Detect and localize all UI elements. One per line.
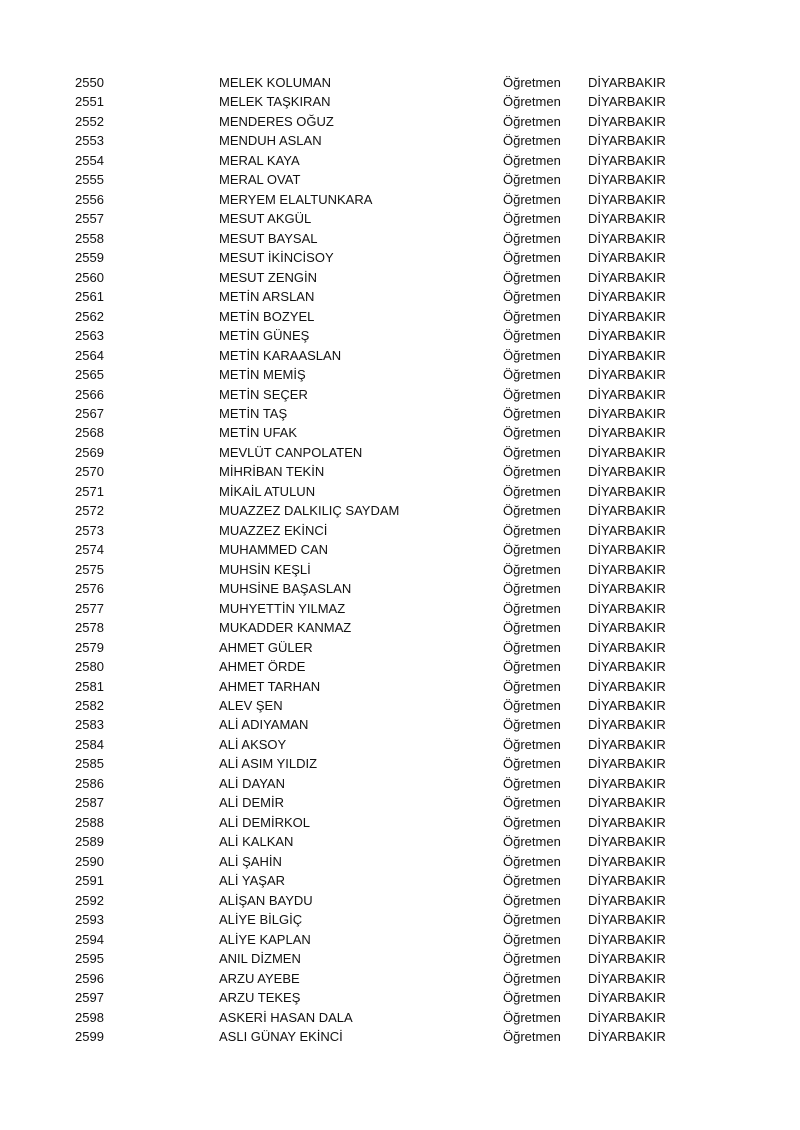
list-row (0, 170, 800, 189)
occupation: Öğretmen (503, 308, 561, 324)
list-row (0, 715, 800, 734)
occupation: Öğretmen (503, 269, 561, 285)
city: DİYARBAKIR (588, 581, 666, 597)
occupation: Öğretmen (503, 990, 561, 1006)
occupation: Öğretmen (503, 444, 561, 460)
list-row (0, 949, 800, 968)
person-name: MERAL OVAT (219, 172, 301, 188)
occupation: Öğretmen (503, 152, 561, 168)
city: DİYARBAKIR (588, 1028, 666, 1044)
occupation: Öğretmen (503, 367, 561, 383)
row-number: 2562 (75, 308, 104, 324)
list-row (0, 131, 800, 150)
list-row (0, 599, 800, 618)
occupation: Öğretmen (503, 133, 561, 149)
list-row (0, 891, 800, 910)
occupation: Öğretmen (503, 230, 561, 246)
occupation: Öğretmen (503, 75, 561, 90)
person-name: MUAZZEZ DALKILIÇ SAYDAM (219, 503, 400, 519)
row-number: 2565 (75, 367, 104, 383)
occupation: Öğretmen (503, 892, 561, 908)
row-number: 2586 (75, 775, 104, 791)
occupation: Öğretmen (503, 756, 561, 772)
person-name: MUHAMMED CAN (219, 542, 329, 558)
row-number: 2561 (75, 289, 104, 305)
row-number: 2599 (75, 1028, 104, 1044)
person-name: METİN KARAASLAN (219, 347, 342, 363)
list-row (0, 696, 800, 715)
occupation: Öğretmen (503, 853, 561, 869)
list-row (0, 92, 800, 111)
occupation: Öğretmen (503, 951, 561, 967)
occupation: Öğretmen (503, 698, 561, 713)
list-row (0, 209, 800, 228)
row-number: 2587 (75, 795, 104, 811)
occupation: Öğretmen (503, 912, 561, 928)
row-number: 2566 (75, 386, 104, 402)
row-number: 2597 (75, 990, 104, 1006)
city: DİYARBAKIR (588, 444, 666, 460)
row-number: 2595 (75, 951, 104, 967)
city: DİYARBAKIR (588, 600, 666, 616)
list-row (0, 677, 800, 696)
occupation: Öğretmen (503, 94, 561, 110)
row-number: 2567 (75, 405, 104, 421)
city: DİYARBAKIR (588, 464, 666, 480)
city: DİYARBAKIR (588, 659, 666, 675)
row-number: 2554 (75, 152, 104, 168)
person-name: MUHSİNE BAŞASLAN (219, 581, 352, 597)
person-name: ALİ DEMİR (219, 795, 285, 811)
city: DİYARBAKIR (588, 736, 666, 752)
person-name: MESUT ZENGİN (219, 269, 317, 285)
person-name: AHMET ÖRDE (219, 659, 306, 675)
person-name: MERAL KAYA (219, 152, 300, 168)
occupation: Öğretmen (503, 561, 561, 577)
row-number: 2593 (75, 912, 104, 928)
occupation: Öğretmen (503, 873, 561, 889)
row-number: 2570 (75, 464, 104, 480)
person-name: MUHYETTİN YILMAZ (219, 600, 346, 616)
person-name: METİN ARSLAN (219, 289, 315, 305)
list-row (0, 248, 800, 267)
list-row (0, 151, 800, 170)
list-row (0, 501, 800, 520)
list-row (0, 346, 800, 365)
list-row (0, 871, 800, 890)
person-name: ALİ ŞAHİN (219, 853, 282, 869)
occupation: Öğretmen (503, 931, 561, 947)
city: DİYARBAKIR (588, 367, 666, 383)
list-row (0, 482, 800, 501)
occupation: Öğretmen (503, 522, 561, 538)
occupation: Öğretmen (503, 328, 561, 344)
person-name: ALEV ŞEN (219, 698, 283, 713)
person-name: ALİ YAŞAR (219, 873, 285, 889)
city: DİYARBAKIR (588, 269, 666, 285)
occupation: Öğretmen (503, 542, 561, 558)
person-name: ALİ AKSOY (219, 736, 287, 752)
list-row (0, 1008, 800, 1027)
list-row (0, 443, 800, 462)
city: DİYARBAKIR (588, 1009, 666, 1025)
list-row (0, 268, 800, 287)
city: DİYARBAKIR (588, 522, 666, 538)
person-name: ALİ DEMİRKOL (219, 814, 311, 830)
city: DİYARBAKIR (588, 698, 666, 713)
row-number: 2563 (75, 328, 104, 344)
person-name: ANIL DİZMEN (219, 951, 301, 967)
city: DİYARBAKIR (588, 347, 666, 363)
occupation: Öğretmen (503, 659, 561, 675)
list-row (0, 404, 800, 423)
occupation: Öğretmen (503, 172, 561, 188)
city: DİYARBAKIR (588, 775, 666, 791)
city: DİYARBAKIR (588, 990, 666, 1006)
occupation: Öğretmen (503, 503, 561, 519)
city: DİYARBAKIR (588, 113, 666, 129)
occupation: Öğretmen (503, 386, 561, 402)
occupation: Öğretmen (503, 814, 561, 830)
list-row (0, 560, 800, 579)
occupation: Öğretmen (503, 211, 561, 227)
occupation: Öğretmen (503, 639, 561, 655)
row-number: 2572 (75, 503, 104, 519)
row-number: 2598 (75, 1009, 104, 1025)
list-row (0, 813, 800, 832)
occupation: Öğretmen (503, 289, 561, 305)
row-number: 2551 (75, 94, 104, 110)
city: DİYARBAKIR (588, 892, 666, 908)
row-number: 2560 (75, 269, 104, 285)
city: DİYARBAKIR (588, 133, 666, 149)
person-name: MİHRİBAN TEKİN (219, 464, 325, 480)
person-name: ALİ DAYAN (219, 775, 285, 791)
person-name: ALİ KALKAN (219, 834, 294, 850)
list-row (0, 793, 800, 812)
row-number: 2589 (75, 834, 104, 850)
person-name: MELEK TAŞKIRAN (219, 94, 331, 110)
row-number: 2594 (75, 931, 104, 947)
city: DİYARBAKIR (588, 853, 666, 869)
occupation: Öğretmen (503, 834, 561, 850)
city: DİYARBAKIR (588, 211, 666, 227)
occupation: Öğretmen (503, 620, 561, 636)
row-number: 2556 (75, 191, 104, 207)
list-row (0, 112, 800, 131)
person-name: MESUT İKİNCİSOY (219, 250, 334, 266)
person-name: AHMET TARHAN (219, 678, 321, 694)
list-row (0, 540, 800, 559)
city: DİYARBAKIR (588, 717, 666, 733)
occupation: Öğretmen (503, 581, 561, 597)
person-name: MENDERES OĞUZ (219, 113, 334, 129)
person-name: MUHSİN KEŞLİ (219, 561, 311, 577)
row-number: 2573 (75, 522, 104, 538)
occupation: Öğretmen (503, 113, 561, 129)
list-row (0, 969, 800, 988)
person-name: ALİYE BİLGİÇ (219, 912, 303, 928)
person-name: MESUT BAYSAL (219, 230, 318, 246)
row-number: 2584 (75, 736, 104, 752)
occupation: Öğretmen (503, 970, 561, 986)
list-row (0, 618, 800, 637)
list-row (0, 579, 800, 598)
city: DİYARBAKIR (588, 308, 666, 324)
list-row (0, 754, 800, 773)
person-name: MELEK KOLUMAN (219, 75, 331, 90)
city: DİYARBAKIR (588, 94, 666, 110)
row-number: 2555 (75, 172, 104, 188)
city: DİYARBAKIR (588, 483, 666, 499)
row-number: 2552 (75, 113, 104, 129)
row-number: 2577 (75, 600, 104, 616)
city: DİYARBAKIR (588, 873, 666, 889)
person-name: METİN GÜNEŞ (219, 328, 310, 344)
occupation: Öğretmen (503, 775, 561, 791)
row-number: 2585 (75, 756, 104, 772)
city: DİYARBAKIR (588, 620, 666, 636)
city: DİYARBAKIR (588, 75, 666, 90)
occupation: Öğretmen (503, 600, 561, 616)
person-name: ALİ ASIM YILDIZ (219, 756, 318, 772)
person-name: AHMET GÜLER (219, 639, 313, 655)
list-row (0, 462, 800, 481)
occupation: Öğretmen (503, 191, 561, 207)
occupation: Öğretmen (503, 1028, 561, 1044)
occupation: Öğretmen (503, 425, 561, 441)
list-row (0, 307, 800, 326)
city: DİYARBAKIR (588, 795, 666, 811)
row-number: 2590 (75, 853, 104, 869)
person-name: METİN MEMİŞ (219, 367, 306, 383)
row-number: 2575 (75, 561, 104, 577)
person-name: MESUT AKGÜL (219, 211, 312, 227)
list-row (0, 852, 800, 871)
occupation: Öğretmen (503, 736, 561, 752)
person-name: ASKERİ HASAN DALA (219, 1009, 353, 1025)
person-name: ALİŞAN BAYDU (219, 892, 313, 908)
list-row (0, 735, 800, 754)
row-number: 2569 (75, 444, 104, 460)
row-number: 2574 (75, 542, 104, 558)
row-number: 2568 (75, 425, 104, 441)
occupation: Öğretmen (503, 347, 561, 363)
person-name: ALİ ADIYAMAN (219, 717, 309, 733)
person-name: METİN SEÇER (219, 386, 308, 402)
city: DİYARBAKIR (588, 678, 666, 694)
city: DİYARBAKIR (588, 289, 666, 305)
person-name: METİN BOZYEL (219, 308, 315, 324)
city: DİYARBAKIR (588, 405, 666, 421)
list-row (0, 73, 800, 92)
city: DİYARBAKIR (588, 503, 666, 519)
city: DİYARBAKIR (588, 931, 666, 947)
list-row (0, 910, 800, 929)
person-name: MERYEM ELALTUNKARA (219, 191, 373, 207)
city: DİYARBAKIR (588, 756, 666, 772)
list-row (0, 930, 800, 949)
city: DİYARBAKIR (588, 230, 666, 246)
city: DİYARBAKIR (588, 328, 666, 344)
list-row (0, 385, 800, 404)
city: DİYARBAKIR (588, 191, 666, 207)
list-row (0, 287, 800, 306)
row-number: 2588 (75, 814, 104, 830)
list-row (0, 988, 800, 1007)
row-number: 2596 (75, 970, 104, 986)
row-number: 2559 (75, 250, 104, 266)
row-number: 2571 (75, 483, 104, 499)
row-number: 2583 (75, 717, 104, 733)
person-name: ASLI GÜNAY EKİNCİ (219, 1028, 343, 1044)
person-name: MUAZZEZ EKİNCİ (219, 522, 328, 538)
row-number: 2591 (75, 873, 104, 889)
city: DİYARBAKIR (588, 172, 666, 188)
person-name: MUKADDER KANMAZ (219, 620, 352, 636)
city: DİYARBAKIR (588, 152, 666, 168)
occupation: Öğretmen (503, 250, 561, 266)
person-name: MİKAİL ATULUN (219, 483, 316, 499)
occupation: Öğretmen (503, 795, 561, 811)
person-name: MENDUH ASLAN (219, 133, 322, 149)
row-number: 2592 (75, 892, 104, 908)
city: DİYARBAKIR (588, 386, 666, 402)
teacher-list (0, 73, 800, 1046)
city: DİYARBAKIR (588, 250, 666, 266)
list-row (0, 423, 800, 442)
row-number: 2564 (75, 347, 104, 363)
row-number: 2576 (75, 581, 104, 597)
person-name: MEVLÜT CANPOLATEN (219, 444, 363, 460)
person-name: ARZU TEKEŞ (219, 990, 301, 1006)
list-row (0, 229, 800, 248)
occupation: Öğretmen (503, 1009, 561, 1025)
occupation: Öğretmen (503, 717, 561, 733)
row-number: 2582 (75, 698, 104, 713)
row-number: 2581 (75, 678, 104, 694)
city: DİYARBAKIR (588, 561, 666, 577)
row-number: 2557 (75, 211, 104, 227)
city: DİYARBAKIR (588, 425, 666, 441)
list-row (0, 638, 800, 657)
row-number: 2580 (75, 659, 104, 675)
occupation: Öğretmen (503, 678, 561, 694)
city: DİYARBAKIR (588, 912, 666, 928)
list-row (0, 1027, 800, 1046)
list-row (0, 365, 800, 384)
person-name: METİN UFAK (219, 425, 298, 441)
row-number: 2558 (75, 230, 104, 246)
occupation: Öğretmen (503, 464, 561, 480)
list-row (0, 832, 800, 851)
city: DİYARBAKIR (588, 814, 666, 830)
list-row (0, 774, 800, 793)
list-row (0, 190, 800, 209)
occupation: Öğretmen (503, 405, 561, 421)
city: DİYARBAKIR (588, 834, 666, 850)
row-number: 2579 (75, 639, 104, 655)
list-row (0, 326, 800, 345)
city: DİYARBAKIR (588, 951, 666, 967)
list-row (0, 657, 800, 676)
person-name: METİN TAŞ (219, 405, 288, 421)
city: DİYARBAKIR (588, 542, 666, 558)
person-name: ARZU AYEBE (219, 970, 300, 986)
row-number: 2578 (75, 620, 104, 636)
city: DİYARBAKIR (588, 639, 666, 655)
row-number: 2550 (75, 75, 104, 90)
occupation: Öğretmen (503, 483, 561, 499)
city: DİYARBAKIR (588, 970, 666, 986)
row-number: 2553 (75, 133, 104, 149)
person-name: ALİYE KAPLAN (219, 931, 311, 947)
list-row (0, 521, 800, 540)
